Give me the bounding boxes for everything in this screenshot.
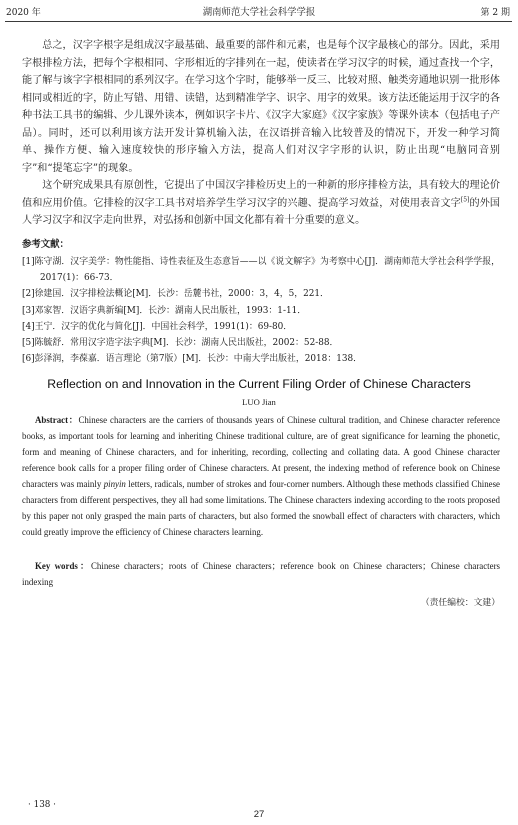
keywords-text: Chinese characters；roots of Chinese characters；reference book on Chinese characters；Chinese characters indexing [22, 561, 500, 587]
english-abstract [22, 412, 500, 540]
english-author: LUO Jian [242, 397, 276, 407]
keywords-label: Key words： [35, 561, 92, 571]
references-heading: 参考文献： [22, 239, 69, 250]
reference-item: [6]彭泽润，李葆嘉．语言理论（第7版）[M]．长沙：中南大学出版社，2018：138． [22, 354, 363, 365]
header-year: 2020 年 [6, 8, 41, 18]
reference-item: [3]邓家智．汉语字典新编[M]．长沙：湖南人民出版社，1993：1-11． [22, 305, 307, 316]
reference-item: [4]王宁．汉字的优化与简化[J]．中国社会科学，1991(1)：69-80． [22, 321, 293, 332]
paragraph-text: 的外国人学习汉字和汉字走向世界，对弘扬和创新中国文化都有着十分重要的意义。 [22, 197, 501, 226]
english-keywords [22, 558, 500, 590]
abstract-label: Abstract： [35, 415, 79, 425]
header-issue: 第 2 期 [480, 8, 510, 18]
header-rule [5, 21, 512, 22]
body-paragraph-2 [22, 177, 500, 230]
reference-item: [2]徐建国．汉字排检法概论[M]．长沙：岳麓书社，2000：3，4，5，221． [22, 289, 329, 300]
body-paragraph-1: 总之，汉字字根字是组成汉字最基础、最重要的部件和元素，也是每个汉字最核心的部分。因此，采用字根排检方法，把每个字根相同、字形相近的字排列在一起，使读者在学习汉字的时候，通过查找一个字，能了解与该字字根相同的系列汉字。在学习这个字时，能够举一反三、比较对照、触类旁通地识别一批形体相同或相近的字，防止写错、用错、读错，达到精准学字、识字、用字的效果。该方法还能运用于汉字的各种书法工具书的编辑、少儿课外读本，例如识字卡片、《汉字大家庭》《汉字家族》等课外读本（包括电子产品）。同时，还可以利用该方法开发计算机输入法，在汉语拼音输入比较普及的情况下，开发一种学习简单、操作方便、输入速度较快的形序输入方法，提高人们对汉字字形的认识，防止出现“电脑同音别字”和“提笔忘字”的现象。 [22, 40, 500, 174]
references-list [22, 254, 500, 367]
english-title: Reflection on and Innovation in the Current Filing Order of Chinese Characters [47, 377, 471, 391]
header-journal-title: 湖南师范大学社会科学学报 [202, 7, 316, 18]
reference-item: [1]陈守湖．汉字美学：物性能指、诗性表征及生态意旨——以《说文解字》为考察中心[J]．湖南师范大学社会科学学报，2017(1)：66-73． [22, 257, 500, 284]
page-number: · 138 · [28, 800, 56, 810]
paragraph-text: 这个研究成果具有原创性，它提出了中国汉字排检历史上的一种新的形序排检方法，具有较大的理论价值和应用价值。它排检的汉字工具书对培养学生学习汉字的兴趣、提高学习效益，对使用表音文字 [22, 180, 500, 209]
scan-page-number: 27 [253, 809, 265, 820]
abstract-text: Chinese characters are the carriers of thousands years of Chinese cultural tradition, and Chinese character reference books, as important tools for learning and inheriting Chinese traditional culture, are of great significance for learning the phonetic, form and meaning of Chinese characters, and for inheriting, recording, collecting and collating data. A good Chinese character reference book calls for a proper filing order of Chinese characters. At present, the indexing method of reference book on Chinese characters was mainly [22, 415, 500, 489]
reference-item: [5]陈毓舒．常用汉字造字法字典[M]．长沙：湖南人民出版社，2002：52-88． [22, 338, 339, 349]
citation-marker: [5] [460, 196, 470, 204]
pinyin-term: pinyin [103, 479, 126, 489]
abstract-text: letters, radicals, number of strokes and four-corner numbers. Although these methods classified Chinese characters from different perspectives, they all had some limitations. The Chinese characters indexing according to the roots proposed by this paper not only grasped the main parts of characters, but also formed the snowball effect of characters with characters, which could greatly improve the efficiency of Chinese characters learning. [22, 479, 500, 537]
editor-note: （责任编校：文建） [420, 598, 500, 608]
